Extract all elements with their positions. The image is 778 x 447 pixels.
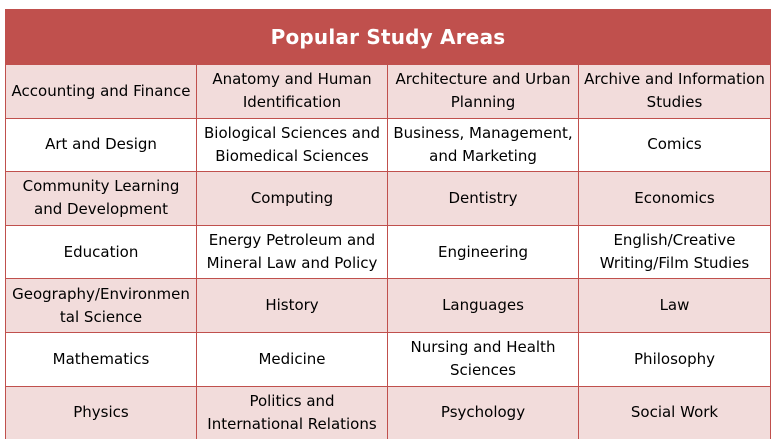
- table-cell: Nursing and Health Sciences: [388, 332, 579, 386]
- table-cell: Dentistry: [388, 171, 579, 225]
- table-cell: English/Creative Writing/Film Studies: [579, 225, 770, 279]
- table-cell: Geography/Environmental Science: [6, 278, 197, 332]
- table-cell: Anatomy and Human Identification: [197, 64, 388, 118]
- table-cell: Medicine: [197, 332, 388, 386]
- table-cell: Art and Design: [6, 118, 197, 172]
- table-cell: Business, Management, and Marketing: [388, 118, 579, 172]
- table-cell: Community Learning and Development: [6, 171, 197, 225]
- table-cell: Languages: [388, 278, 579, 332]
- table-cell: Accounting and Finance: [6, 64, 197, 118]
- table-cell: Biological Sciences and Biomedical Sciences: [197, 118, 388, 172]
- table-cell: Education: [6, 225, 197, 279]
- table-cell: Computing: [197, 171, 388, 225]
- table-cell: Comics: [579, 118, 770, 172]
- table-cell: Mathematics: [6, 332, 197, 386]
- table-cell: History: [197, 278, 388, 332]
- study-areas-grid: [6, 64, 770, 439]
- table-cell: Philosophy: [579, 332, 770, 386]
- table-cell: Architecture and Urban Planning: [388, 64, 579, 118]
- table-cell: Social Work: [579, 386, 770, 440]
- study-areas-table: [5, 9, 771, 439]
- table-cell: Law: [579, 278, 770, 332]
- table-cell: Energy Petroleum and Mineral Law and Policy: [197, 225, 388, 279]
- table-cell: Physics: [6, 386, 197, 440]
- table-cell: Archive and Information Studies: [579, 64, 770, 118]
- table-cell: Psychology: [388, 386, 579, 440]
- table-title: Popular Study Areas: [6, 10, 770, 64]
- table-cell: Engineering: [388, 225, 579, 279]
- table-cell: Economics: [579, 171, 770, 225]
- table-cell: Politics and International Relations: [197, 386, 388, 440]
